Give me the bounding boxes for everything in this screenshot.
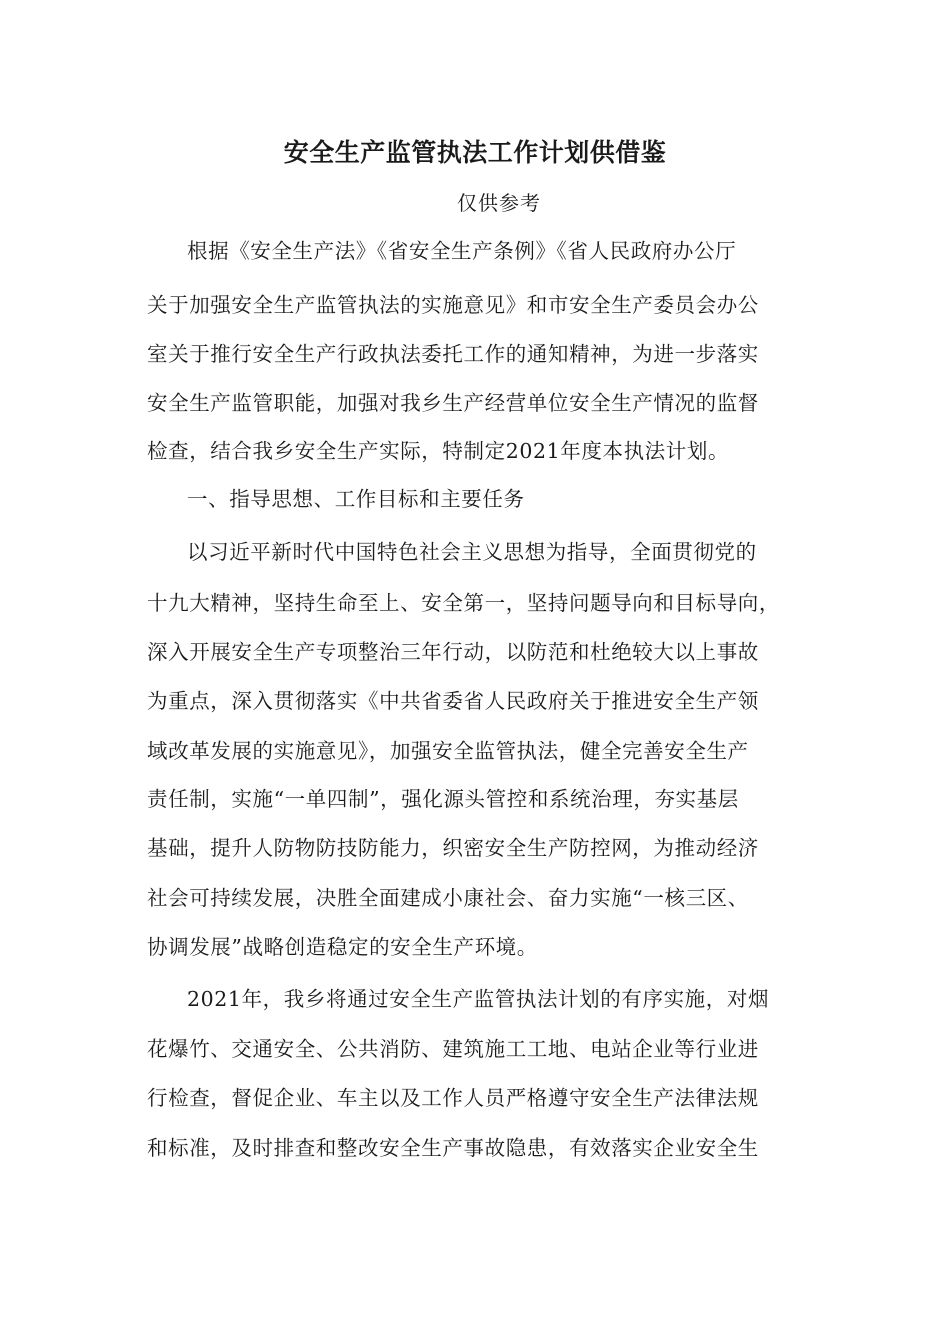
paragraph-line: 花爆竹、交通安全、公共消防、建筑施工工地、电站企业等行业进 <box>147 1037 759 1061</box>
paragraph-line: 以习近平新时代中国特色社会主义思想为指导，全面贯彻党的 <box>187 540 757 564</box>
paragraph-line: 社会可持续发展，决胜全面建成小康社会、奋力实施“一核三区、 <box>147 886 749 910</box>
document-subtitle: 仅供参考 <box>457 191 541 215</box>
paragraph-line: 协调发展”战略创造稳定的安全生产环境。 <box>147 935 538 959</box>
paragraph-line: 关于加强安全生产监管执法的实施意见》和市安全生产委员会办公 <box>147 293 759 317</box>
paragraph-line: 深入开展安全生产专项整治三年行动，以防范和杜绝较大以上事故 <box>147 640 759 664</box>
paragraph-line: 域改革发展的实施意见》，加强安全监管执法，健全完善安全生产 <box>147 739 749 763</box>
paragraph-line: 安全生产监管职能，加强对我乡生产经营单位安全生产情况的监督 <box>147 391 759 415</box>
paragraph-line: 为重点，深入贯彻落实《中共省委省人民政府关于推进安全生产领 <box>147 689 759 713</box>
paragraph-line: 检查，结合我乡安全生产实际，特制定2021年度本执法计划。 <box>147 439 730 463</box>
paragraph-line: 行检查，督促企业、车主以及工作人员严格遵守安全生产法律法规 <box>147 1086 759 1110</box>
paragraph-line: 基础，提升人防物防技防能力，织密安全生产防控网，为推动经济 <box>147 836 759 860</box>
document-title: 安全生产监管执法工作计划供借鉴 <box>283 138 667 167</box>
paragraph-line: 2021年，我乡将通过安全生产监管执法计划的有序实施，对烟 <box>187 987 770 1011</box>
paragraph-line: 根据《安全生产法》《省安全生产条例》《省人民政府办公厅 <box>187 239 737 263</box>
section-heading: 一、指导思想、工作目标和主要任务 <box>187 487 525 511</box>
paragraph-line: 十九大精神，坚持生命至上、安全第一，坚持问题导向和目标导向， <box>147 591 780 615</box>
paragraph-line: 室关于推行安全生产行政执法委托工作的通知精神，为进一步落实 <box>147 342 759 366</box>
paragraph-line: 责任制，实施“一单四制”，强化源头管控和系统治理，夯实基层 <box>147 787 739 811</box>
paragraph-line: 和标准，及时排查和整改安全生产事故隐患，有效落实企业安全生 <box>147 1136 759 1160</box>
